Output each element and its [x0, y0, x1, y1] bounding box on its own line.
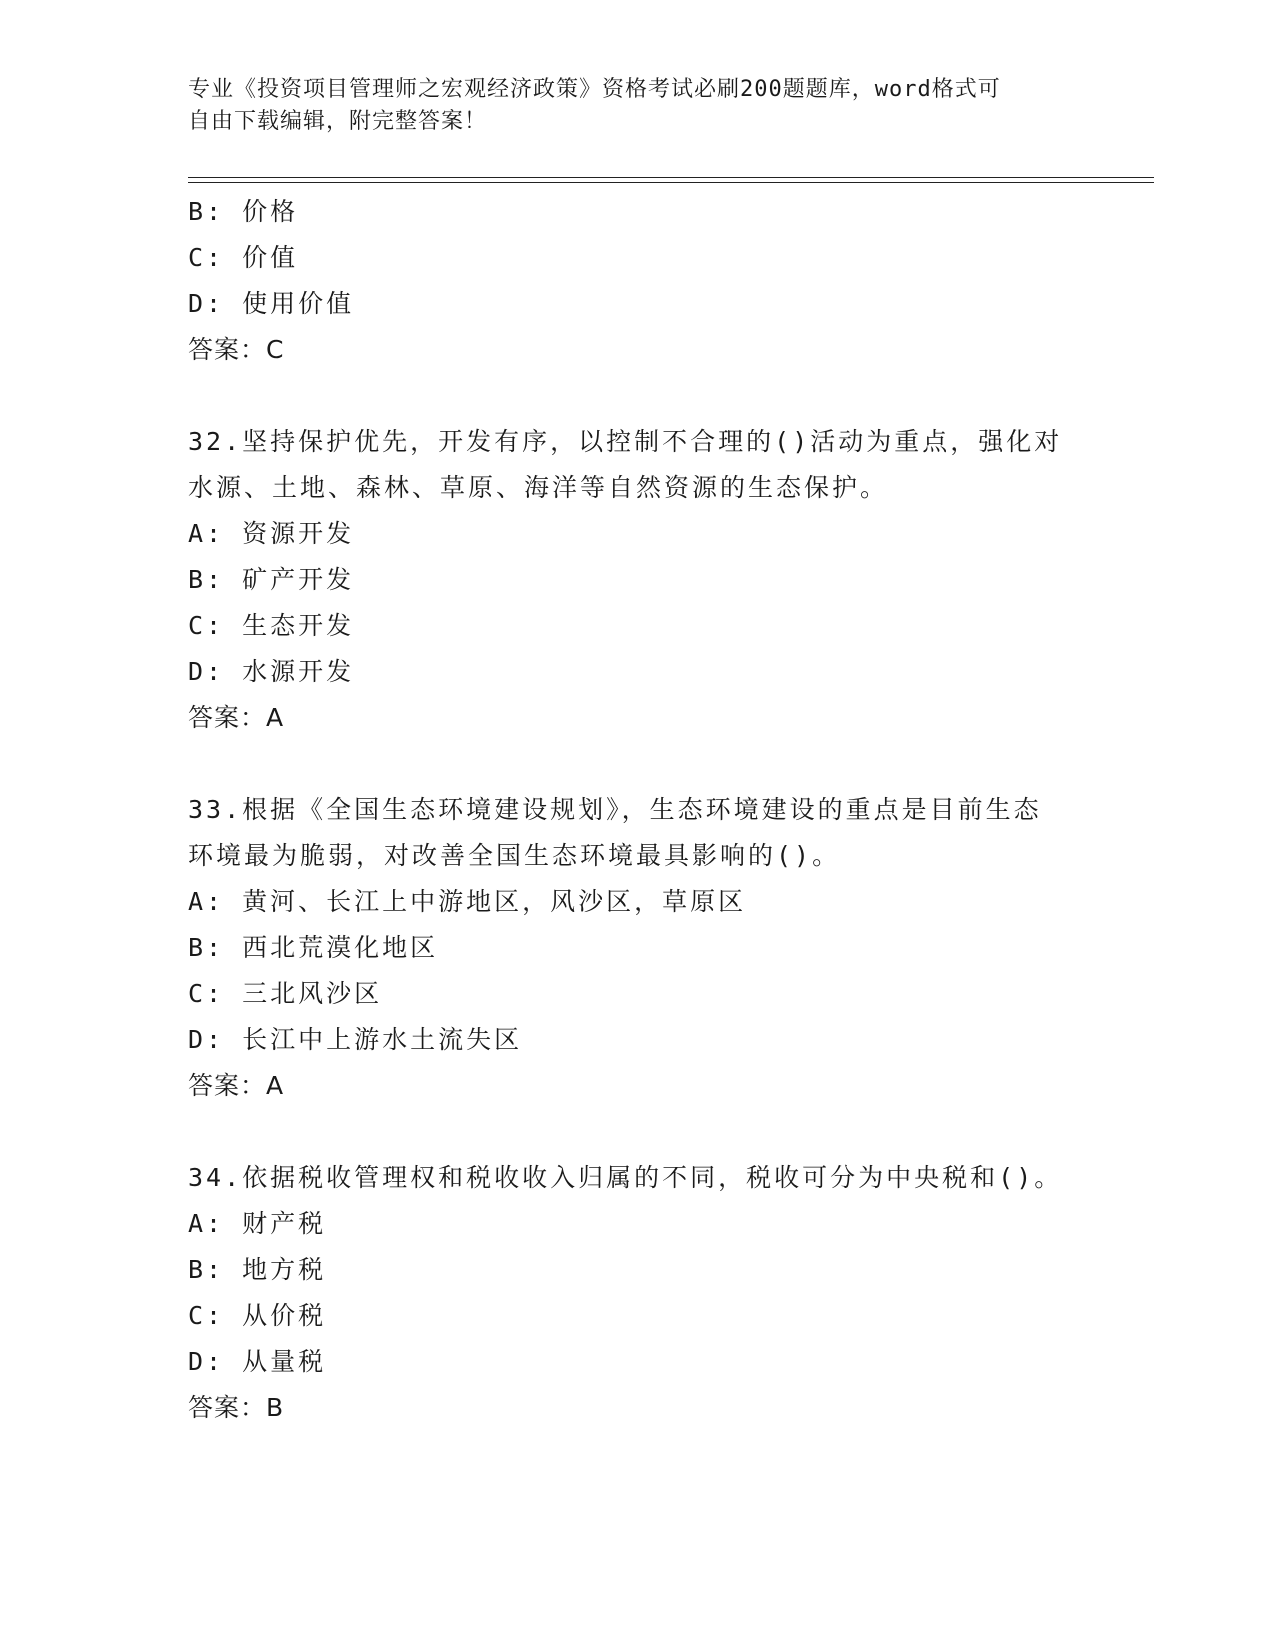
document-header: [188, 74, 1068, 138]
question-stem: [188, 419, 1088, 511]
option-d: D: 从量税: [188, 1347, 327, 1376]
header-divider-top: [188, 177, 1154, 178]
answer-line: 答案：C: [188, 335, 285, 364]
question-32: [188, 419, 1088, 741]
header-title-line-1: 专业《投资项目管理师之宏观经济政策》资格考试必刷200题题库，word格式可: [188, 77, 1001, 102]
option-a: A: 黄河、长江上中游地区，风沙区，草原区: [188, 887, 747, 916]
option-b: B: 西北荒漠化地区: [188, 933, 439, 962]
question-stem-line: 环境最为脆弱，对改善全国生态环境最具影响的()。: [188, 841, 841, 870]
option-c: C: 生态开发: [188, 611, 355, 640]
question-stem-line: 34.依据税收管理权和税收收入归属的不同，税收可分为中央税和()。: [188, 1163, 1063, 1192]
option-b: B: 地方税: [188, 1255, 327, 1284]
header-divider-bottom: [188, 182, 1154, 183]
question-spacer: [188, 1109, 1088, 1155]
question-stem: [188, 1155, 1088, 1201]
option-a: A: 资源开发: [188, 519, 355, 548]
question-stem-line: 水源、土地、森林、草原、海洋等自然资源的生态保护。: [188, 473, 889, 502]
previous-question-block: [188, 189, 1088, 373]
header-title-line-2: 自由下载编辑，附完整答案！: [188, 109, 488, 134]
answer-line: 答案：B: [188, 1393, 285, 1422]
question-stem: [188, 787, 1088, 879]
answer-line: 答案：A: [188, 1071, 285, 1100]
question-content: [188, 189, 1088, 1431]
question-spacer: [188, 741, 1088, 787]
option-c: C: 三北风沙区: [188, 979, 383, 1008]
question-stem-line: 32.坚持保护优先，开发有序，以控制不合理的()活动为重点，强化对: [188, 427, 1063, 456]
option-d: D: 长江中上游水土流失区: [188, 1025, 523, 1054]
option-d: D: 使用价值: [188, 289, 355, 318]
option-c: C: 价值: [188, 243, 299, 272]
question-stem-line: 33.根据《全国生态环境建设规划》，生态环境建设的重点是目前生态: [188, 795, 1042, 824]
option-a: A: 财产税: [188, 1209, 327, 1238]
answer-line: 答案：A: [188, 703, 285, 732]
option-b: B: 矿产开发: [188, 565, 355, 594]
question-33: [188, 787, 1088, 1109]
option-b: B: 价格: [188, 197, 299, 226]
question-spacer: [188, 373, 1088, 419]
question-34: [188, 1155, 1088, 1431]
option-c: C: 从价税: [188, 1301, 327, 1330]
option-d: D: 水源开发: [188, 657, 355, 686]
